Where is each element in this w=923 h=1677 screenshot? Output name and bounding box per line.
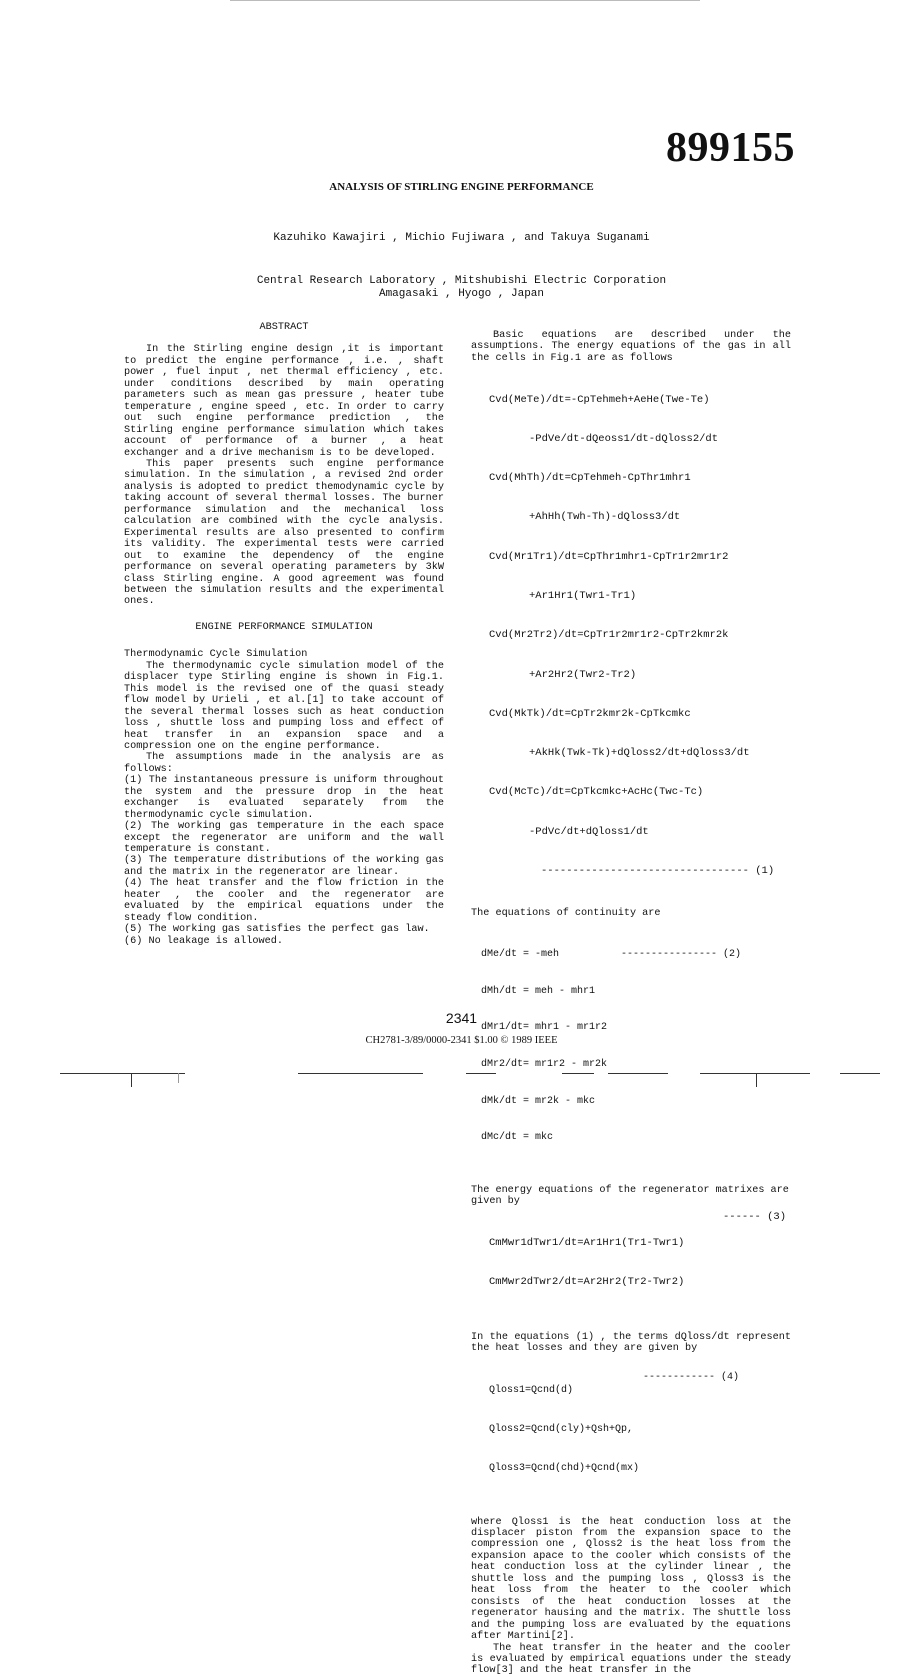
- equation-line: Cvd(Mr1Tr1)/dt=CpThr1mhr1-CpTr1r2mr1r2: [489, 550, 729, 563]
- equation-number-3: (3): [767, 1210, 787, 1223]
- equation-line: +AkHk(Twk-Tk)+dQloss2/dt+dQloss3/dt: [529, 747, 750, 760]
- equation-block-1: Cvd(MeTe)/dt=-CpTehmeh+AeHe(Twe-Te) -PdVe/dt-dQeoss1/dt-dQloss2/dt Cvd(MhTh)/dt=CpTehmeh-CpThr1mhr1 +AhHh(Twh-Th)-dQloss3/dt Cvd(Mr1Tr1)/dt=CpThr1mhr1-CpTr1r2mr1r2 +Ar1Hr1(Twr1-Tr1) Cvd(Mr2Tr2)/dt=CpTr1r2mr1r2-CpTr2kmr2k +Ar2Hr2(Twr2-Tr2) Cvd(MkTk)/dt=CpTr2kmr2k-CpTkcmkc +AkHk(Twk-Tk)+dQloss2/dt+dQloss3/dt Cvd(McTc)/dt=CpTkcmkc+AcHc(Twc-Tc) -PdVc/dt+dQloss1/dt --------------------------------- (1): [471, 367, 791, 904]
- equation-line: -PdVe/dt-dQeoss1/dt-dQloss2/dt: [529, 432, 719, 445]
- equation-block-2: dMe/dt = -meh dMh/dt = meh - mhr1 dMr1/dt= mhr1 - mr1r2 dMr2/dt= mr1r2 - mr2k dMk/dt = mr2k - mkc dMc/dt = mkc ---------------- (2): [471, 925, 791, 1181]
- bottom-tick-3: [756, 1073, 757, 1087]
- continuity-intro: The equations of continuity are: [471, 908, 661, 920]
- assumption-3: (3) The temperature distributions of the working gas and the matrix in the regenerator are linear.: [124, 855, 444, 878]
- left-column: [124, 322, 444, 947]
- equation-line: Cvd(MkTk)/dt=CpTr2kmr2k-CpTkcmkc: [489, 707, 691, 720]
- heat-loss-description: where Qloss1 is the heat conduction loss at the displacer piston from the expansion space to the compression one , Qloss2 is the heat loss from the expansion apace to the cooler which consists of the heat conduction loss at the cylinder linear , the shuttle loss and the pumping loss , Qloss3 is the heat loss from the heater to the cooler which consists of the heat conduction losses at the regenerator hausing and the matrix. The shuttle loss and the pumping loss are evaluated by the equations after Martini[2].: [471, 1516, 791, 1643]
- equation-line: dMe/dt = -meh: [481, 949, 560, 961]
- equation-line: dMr1/dt= mhr1 - mr1r2: [481, 1022, 608, 1034]
- regenerator-intro: The energy equations of the regenerator matrixes are given by: [471, 1184, 789, 1208]
- abstract-heading: ABSTRACT: [259, 322, 309, 333]
- authors: Kazuhiko Kawajiri , Michio Fujiwara , and Takuya Suganami: [273, 232, 650, 244]
- bottom-tick-1: [131, 1073, 132, 1087]
- bottom-rule-3: [466, 1073, 496, 1074]
- equation-line: Cvd(McTc)/dt=CpTkcmkc+AcHc(Twc-Tc): [489, 786, 704, 799]
- bottom-tick-2: [178, 1073, 179, 1083]
- assumption-5: (5) The working gas satisfies the perfect gas law.: [124, 924, 430, 936]
- section-paragraph-2: The assumptions made in the analysis are as follows:: [124, 752, 444, 775]
- affiliation-line-1: Central Research Laboratory , Mitshubishi Electric Corporation: [256, 275, 667, 287]
- equation-line: Cvd(Mr2Tr2)/dt=CpTr1r2mr1r2-CpTr2kmr2k: [489, 629, 729, 642]
- equation-number-4: (4): [721, 1371, 740, 1383]
- equation-line: Qloss1=Qcnd(d): [489, 1384, 574, 1396]
- equation-line: +Ar1Hr1(Twr1-Tr1): [529, 589, 637, 602]
- equation-block-3: CmMwr1dTwr1/dt=Ar1Hr1(Tr1-Twr1) CmMwr2dTwr2/dt=Ar2Hr2(Tr2-Twr2) ------ (3): [471, 1211, 791, 1329]
- assumption-4: (4) The heat transfer and the flow friction in the heater , the cooler and the regenerator are evaluated by the empirical equations under the steady flow condition.: [124, 878, 444, 924]
- equation-line: Cvd(MhTh)/dt=CpTehmeh-CpThr1mhr1: [489, 472, 691, 485]
- bottom-rule-6: [700, 1073, 810, 1074]
- abstract-paragraph-2: This paper presents such engine performance simulation. In the simulation , a revised 2nd order analysis is adopted to predict themodynamic cycle by taking account of several thermal losses. The burner performance simulation and the mechanical loss calculation are combined with the cycle analysis. Experimental results are also presented to confirm its validity. The experimental tests were carried out to examine the dependency of the engine performance on several operating parameters by 3kW class Stirling engine. A good agreement was found between the simulation results and the experimental ones.: [124, 458, 444, 608]
- equation-line: CmMwr2dTwr2/dt=Ar2Hr2(Tr2-Twr2): [489, 1276, 685, 1289]
- equation-line: dMk/dt = mr2k - mkc: [481, 1095, 596, 1107]
- terms-intro: In the equations (1) , the terms dQloss/dt represent the heat losses and they are given by: [471, 1331, 791, 1355]
- assumption-1: (1) The instantaneous pressure is uniform throughout the system and the pressure drop in the heat exchanger is evaluated separately from the thermodynamic cycle simulation.: [124, 775, 444, 821]
- right-column: [471, 330, 791, 1677]
- equation-line: Cvd(MeTe)/dt=-CpTehmeh+AeHe(Twe-Te): [489, 393, 710, 406]
- bottom-rule-4: [562, 1073, 594, 1074]
- equation-line: +AhHh(Twh-Th)-dQloss3/dt: [529, 511, 681, 524]
- equations-intro: Basic equations are described under the assumptions. The energy equations of the gas in all the cells in Fig.1 are as follows: [471, 330, 791, 364]
- equation-line: Qloss3=Qcnd(chd)+Qcnd(mx): [489, 1462, 640, 1474]
- affiliation-line-2: Amagasaki , Hyogo , Japan: [378, 288, 545, 300]
- equation-line: dMh/dt = meh - mhr1: [481, 985, 596, 997]
- bottom-rule-5: [608, 1073, 668, 1074]
- equation-line: +Ar2Hr2(Twr2-Tr2): [529, 668, 637, 681]
- equation-number-2: (2): [723, 948, 742, 960]
- equation-line: dMc/dt = mkc: [481, 1132, 554, 1144]
- assumption-6: (6) No leakage is allowed.: [124, 935, 283, 947]
- paper-number: 899155: [666, 125, 795, 171]
- top-rule: [230, 0, 700, 1]
- page-number: 2341: [445, 1010, 478, 1026]
- equation-line: dMr2/dt= mr1r2 - mr2k: [481, 1058, 608, 1070]
- equation-block-4: Qloss1=Qcnd(d) Qloss2=Qcnd(cly)+Qsh+Qp, Qloss3=Qcnd(chd)+Qcnd(mx) ------------ (4): [471, 1358, 791, 1514]
- section-paragraph-1: The thermodynamic cycle simulation model of the displacer type Stirling engine is shown in Fig.1. This model is the revised one of the quasi steady flow model by Urieli , et al.[1] to take account of the several thermal losses such as heat conduction loss , shuttle loss and pumping loss and effect of heat transfer in an expansion space and a compression one on the engine performance.: [124, 660, 444, 752]
- equation-line: CmMwr1dTwr1/dt=Ar1Hr1(Tr1-Twr1): [489, 1237, 685, 1250]
- section-heading: ENGINE PERFORMANCE SIMULATION: [195, 621, 373, 633]
- copyright-line: CH2781-3/89/0000-2341 $1.00 © 1989 IEEE: [365, 1035, 558, 1046]
- paper-title: ANALYSIS OF STIRLING ENGINE PERFORMANCE: [329, 181, 594, 193]
- bottom-rule-1: [60, 1073, 185, 1074]
- abstract-paragraph-1: In the Stirling engine design ,it is important to predict the engine performance , i.e. , shaft power , fuel input , net thermal efficiency , etc. under conditions described by main operating parameters such as mean gas pressure , heater tube temperature , engine speed , etc. In order to carry out such engine performance prediction , the Stirling engine performance simulation which takes account of performance of a burner , a heat exchanger and a drive mechanism is to be developed.: [124, 344, 444, 459]
- bottom-rule-7: [840, 1073, 880, 1074]
- affiliation: [0, 275, 923, 301]
- heat-transfer-paragraph: The heat transfer in the heater and the cooler is evaluated by empirical equations under the steady flow[3] and the heat transfer in the: [471, 1642, 791, 1677]
- bottom-rule-2: [298, 1073, 423, 1074]
- equation-line: Qloss2=Qcnd(cly)+Qsh+Qp,: [489, 1423, 634, 1435]
- equation-line: -PdVc/dt+dQloss1/dt: [529, 825, 649, 838]
- equation-number-1: (1): [755, 864, 775, 877]
- subsection-heading: Thermodynamic Cycle Simulation: [124, 649, 308, 661]
- assumption-2: (2) The working gas temperature in the each space except the regenerator are uniform and the wall temperature is constant.: [124, 821, 444, 856]
